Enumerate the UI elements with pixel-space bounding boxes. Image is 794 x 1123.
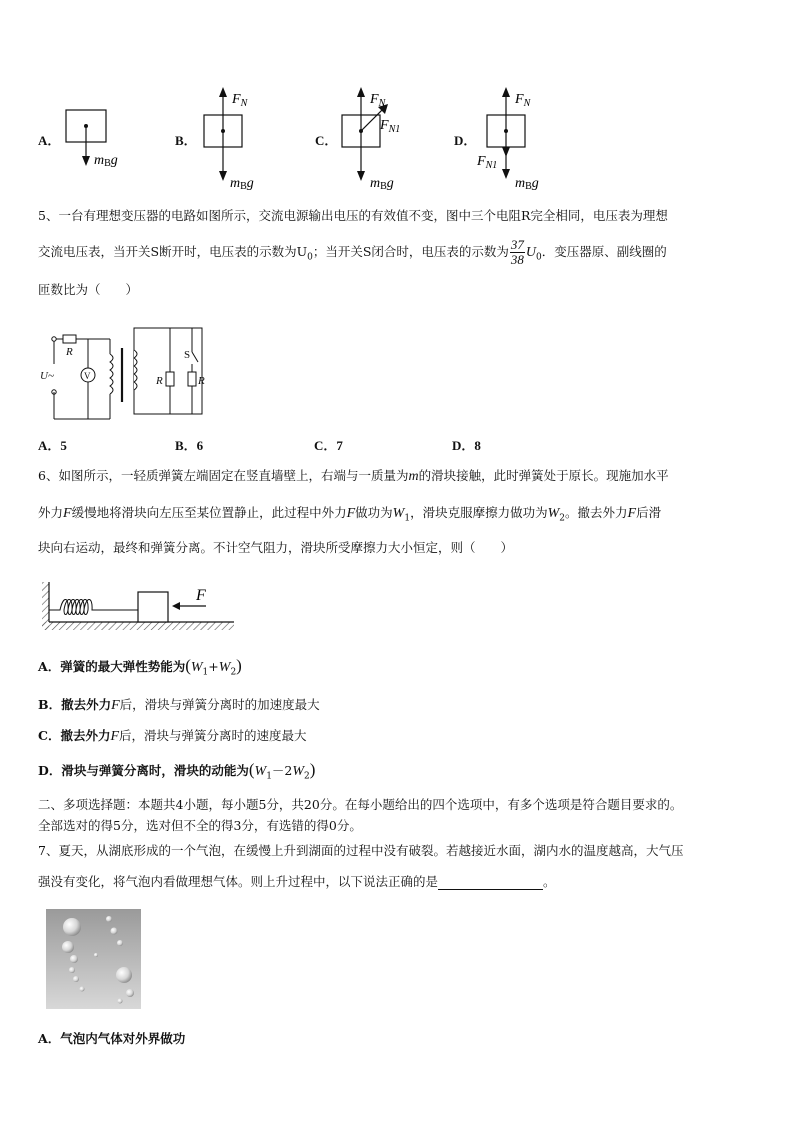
spring-coil [49, 600, 138, 615]
label-r-primary: R [66, 346, 73, 358]
q4-option-c-diagram [338, 85, 438, 193]
q4-option-d-diagram [475, 85, 575, 193]
label-m: m [94, 153, 105, 168]
label-r-secondary-2: R [198, 375, 205, 387]
q4-option-d-letter: D． [454, 133, 477, 148]
q7-line-1: 7、夏天，从湖底形成的一个气泡，在缓慢上升到湖面的过程中没有破裂。若越接近水面，湖内水的温度越高，大气压 [38, 843, 684, 858]
label-r-secondary-1: R [156, 375, 163, 387]
q6-option-a[interactable]: A．弹簧的最大弹性势能为$(W_1+W_2)$ [38, 656, 242, 678]
svg-text:mBg [94, 153, 118, 169]
arrow-down-icon [82, 156, 90, 166]
resistor-secondary-1 [166, 372, 174, 386]
label-force-f: F [196, 587, 206, 604]
q7-bubbles-image [46, 909, 141, 1009]
resistor-primary [63, 335, 76, 343]
arrow-up-icon [502, 87, 510, 97]
svg-text:FN1: $F_{N1}$ [477, 154, 498, 171]
arrow-down-icon [357, 171, 365, 181]
q4-option-a-diagram [60, 100, 160, 175]
q6-spring-diagram [38, 580, 238, 636]
arrow-up-icon [219, 87, 227, 97]
floor-hatch [42, 622, 234, 630]
q5-line-2: 交流电压表，当开关S断开时，电压表的示数为$U_0$；当开关S闭合时，电压表的示数为 $\frac{37}{38}$ $U_0$．变压器原、副线圈的 [38, 237, 667, 267]
svg-text:FN: $F_N$ [515, 92, 531, 109]
q5-option-b[interactable]: B．6 [175, 438, 204, 453]
label-switch: S [184, 349, 191, 361]
answer-blank[interactable] [438, 876, 543, 890]
slider-block [138, 592, 168, 622]
section-2-line-2: 全部选对的得5分，选对但不全的得3分，有选错的得0分。 [38, 818, 362, 833]
svg-text:mBg: mBg [515, 176, 539, 192]
arrow-down-icon [219, 171, 227, 181]
q5-circuit-diagram [38, 324, 208, 424]
q4-option-b-diagram [198, 85, 298, 193]
svg-text:FN1: $F_{N1}$ [380, 118, 401, 135]
section-2-line-1: 二、多项选择题：本题共4小题，每小题5分，共20分。在每小题给出的四个选项中，有多个选项是符合题目要求的。 [38, 797, 683, 812]
q5-fraction: $\frac{37}{38}$ [510, 237, 524, 267]
q4-options [30, 85, 570, 195]
q6-option-d[interactable]: D．滑块与弹簧分离时，滑块的动能为$(W_1-2W_2)$ [38, 760, 316, 782]
q4-option-b-letter: B． [175, 133, 197, 148]
q5-option-a[interactable]: A．5 [38, 438, 67, 453]
label-g: g [110, 153, 118, 168]
svg-text:mBg: mBg [230, 176, 254, 192]
q6-option-c[interactable]: C．撤去外力F后，滑块与弹簧分离时的速度最大 [38, 728, 307, 744]
q7-option-a[interactable]: A．气泡内气体对外界做功 [38, 1031, 186, 1046]
svg-text:FN: $F_N$ [370, 92, 386, 109]
q6-line-3: 块向右运动，最终和弹簧分离。不计空气阻力，滑块所受摩擦力大小恒定，则（ ） [38, 540, 514, 555]
q4-option-c-letter: C． [315, 133, 338, 148]
q5-option-c[interactable]: C．7 [314, 438, 343, 453]
resistor-secondary-2 [188, 372, 196, 386]
q6-option-b[interactable]: B．撤去外力F后，滑块与弹簧分离时的加速度最大 [38, 697, 320, 713]
q6-line-1: 6、如图所示，一轻质弹簧左端固定在竖直墙壁上，右端与一质量为m的滑块接触，此时弹簧处于原长。现施加水平 [38, 468, 669, 484]
q4-option-a-letter: A． [38, 133, 61, 148]
label-source: U~ [40, 370, 54, 382]
q7-line-2: 强没有变化，将气泡内看做理想气体。则上升过程中，以下说法正确的是 。 [38, 874, 556, 889]
svg-text:mBg: mBg [370, 176, 394, 192]
label-voltmeter: V [84, 371, 91, 381]
arrow-down-icon [502, 147, 510, 157]
q5-line-1: 5、一台有理想变压器的电路如图所示，交流电源输出电压的有效值不变，图中三个电阻R完全相同，电压表为理想 [38, 208, 668, 223]
q5-option-d[interactable]: D．8 [452, 438, 481, 453]
label-b: B [104, 158, 111, 169]
arrow-down-icon [502, 169, 510, 179]
q5-line-3: 匝数比为（ ） [38, 282, 139, 297]
q6-line-2: 外力F缓慢地将滑块向左压至某位置静止，此过程中外力F做功为$W_1$，滑块克服摩擦力做功为$W_2$。撤去外力F后滑 [38, 505, 662, 524]
arrow-up-icon [357, 87, 365, 97]
arrow-left-icon [172, 602, 180, 610]
svg-text:FN: $F_N$ [232, 92, 248, 109]
